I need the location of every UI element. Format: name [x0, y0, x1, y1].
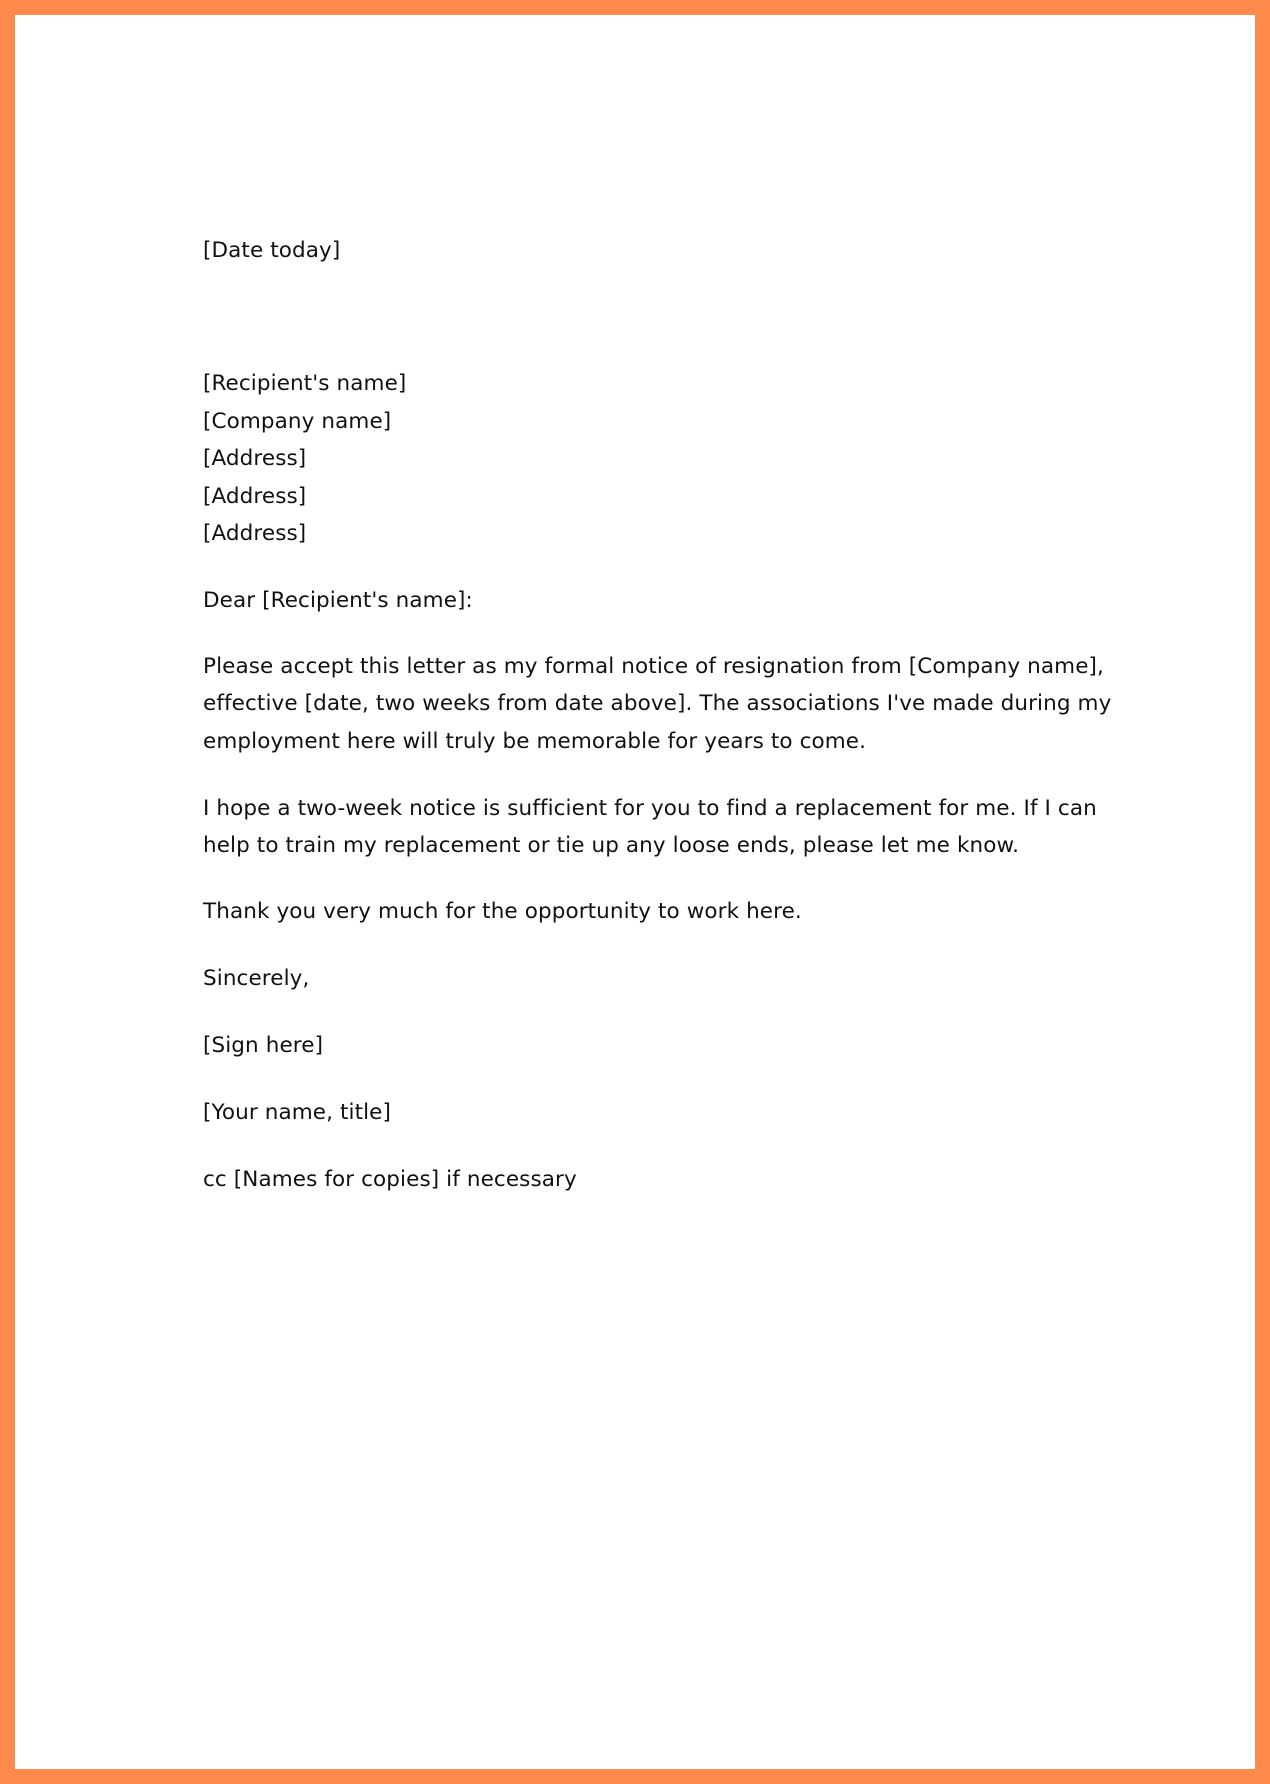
paragraph-1-line-2: effective [date, two weeks from date above]. The associations I've made during my — [203, 691, 1112, 716]
paragraph-1-line-3: employment here will truly be memorable for years to come. — [203, 729, 867, 754]
cc-line: cc [Names for copies] if necessary — [203, 1167, 577, 1192]
paragraph-2-line-1: I hope a two-week notice is sufficient for you to find a replacement for me. If I can — [203, 796, 1097, 821]
name-title: [Your name, title] — [203, 1100, 391, 1125]
recipient-address-2: [Address] — [203, 484, 307, 509]
recipient-name: [Recipient's name] — [203, 371, 407, 396]
recipient-company: [Company name] — [203, 409, 392, 434]
salutation: Dear [Recipient's name]: — [203, 588, 473, 613]
date-line: [Date today] — [203, 238, 341, 263]
signature-placeholder: [Sign here] — [203, 1033, 324, 1058]
paragraph-1-line-1: Please accept this letter as my formal notice of resignation from [Company name], — [203, 654, 1104, 679]
closing: Sincerely, — [203, 966, 310, 991]
paragraph-2-line-2: help to train my replacement or tie up any loose ends, please let me know. — [203, 833, 1020, 858]
recipient-address-1: [Address] — [203, 446, 307, 471]
recipient-address-3: [Address] — [203, 521, 307, 546]
paragraph-3: Thank you very much for the opportunity to work here. — [203, 899, 802, 924]
